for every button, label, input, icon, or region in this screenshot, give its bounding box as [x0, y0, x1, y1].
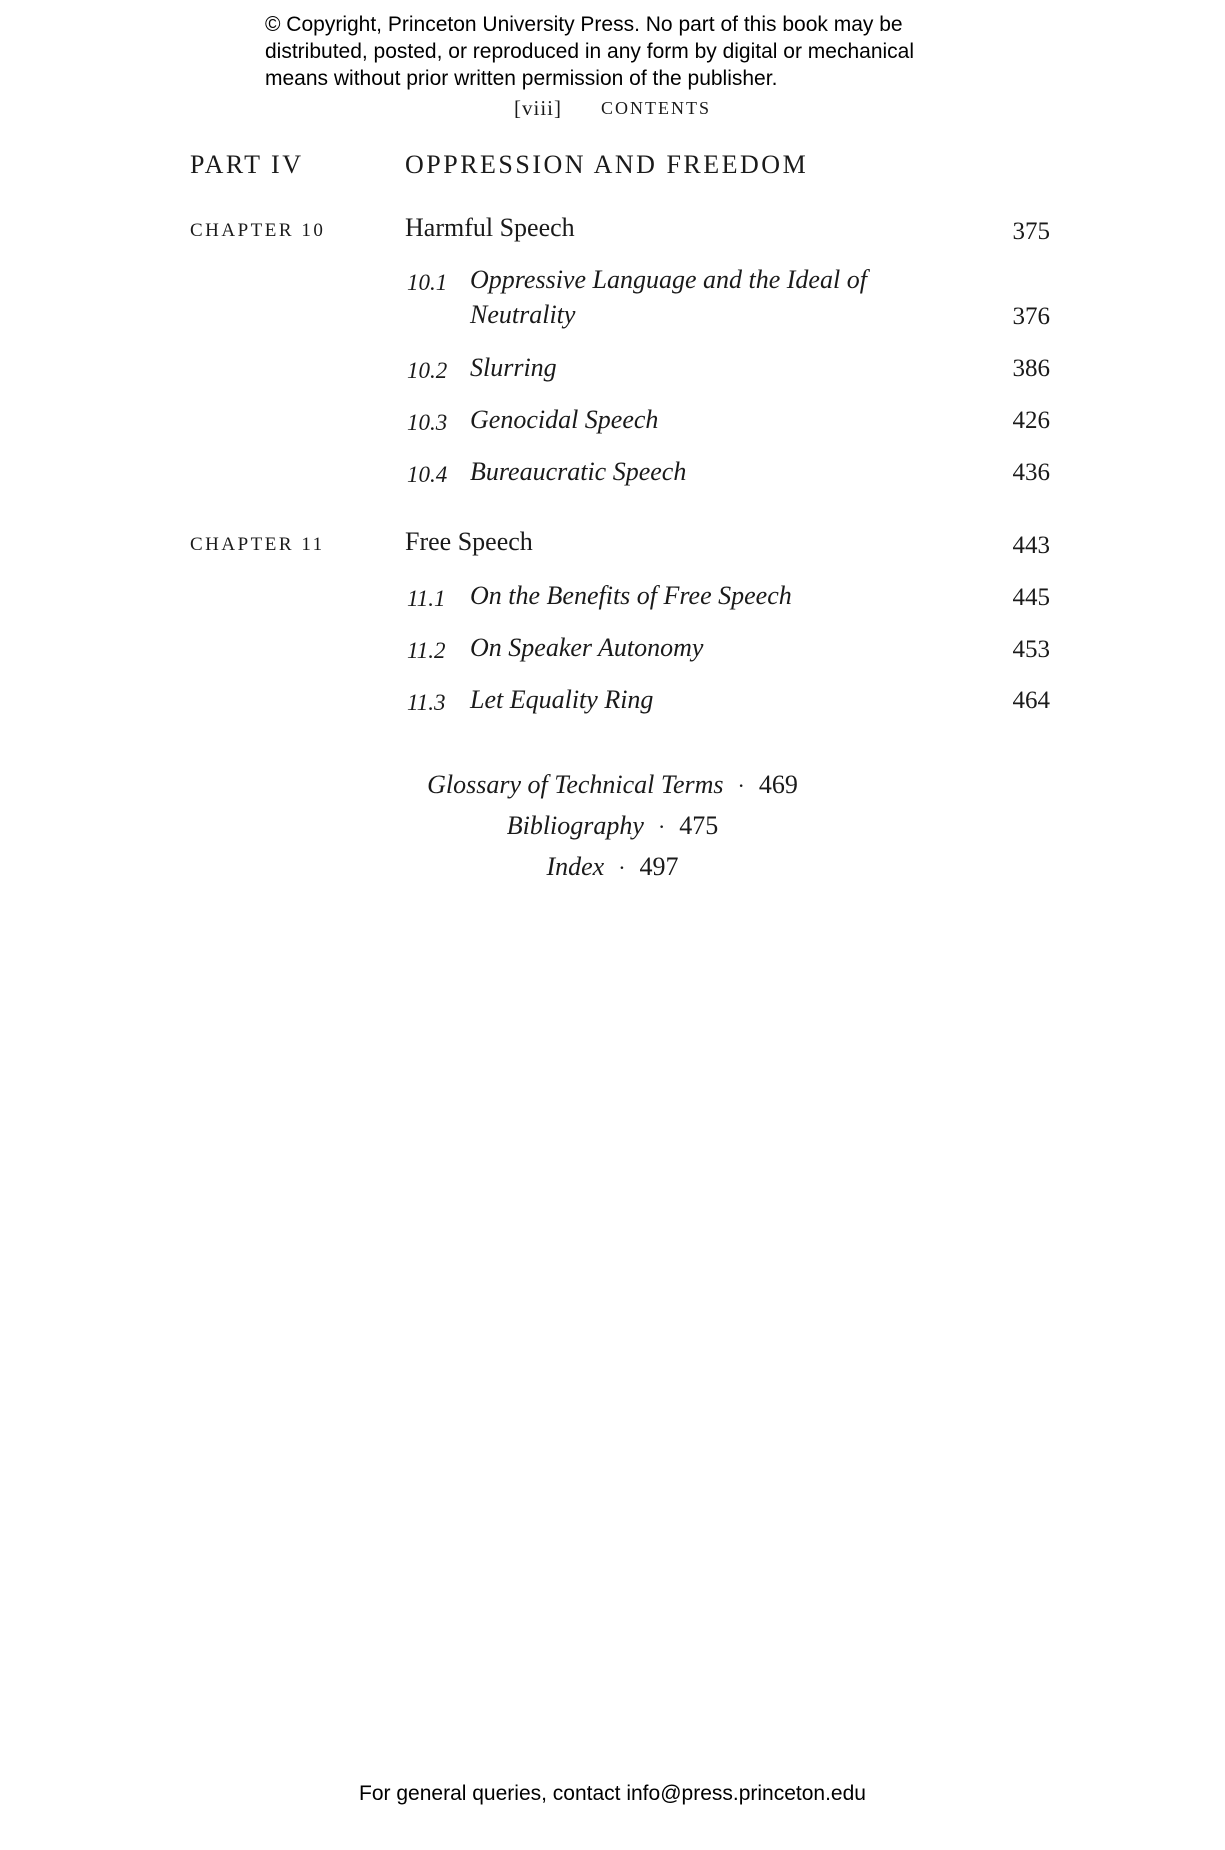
section-title: Let Equality Ring [470, 685, 654, 714]
section-title [470, 262, 867, 332]
section-number: 11.1 [407, 586, 446, 611]
chapter-page: 443 [1012, 532, 1050, 559]
copyright-line: distributed, posted, or reproduced in any form by digital or mechanical [265, 40, 915, 63]
part-title: OPPRESSION AND FREEDOM [405, 150, 809, 179]
section-number: 10.1 [407, 270, 448, 295]
section-number: 10.2 [407, 358, 448, 383]
section-number: 10.3 [407, 410, 448, 435]
section-number: 11.2 [407, 638, 446, 663]
back-matter-glossary [0, 770, 1225, 800]
section-page: 445 [1012, 584, 1050, 611]
back-matter-page: 497 [639, 852, 679, 881]
chapter-title: Harmful Speech [405, 213, 575, 242]
chapter-title: Free Speech [405, 527, 533, 556]
section-title: On Speaker Autonomy [470, 633, 704, 662]
section-number: 10.4 [407, 462, 448, 487]
section-page: 436 [1012, 459, 1050, 486]
section-page: 426 [1012, 407, 1050, 434]
separator-dot: · [737, 773, 745, 798]
footer-contact: For general queries, contact info@press.princeton.edu [359, 1782, 866, 1805]
copyright-line: means without prior written permission of the publisher. [265, 67, 778, 90]
copyright-notice [265, 11, 965, 92]
section-title-line: Oppressive Language and the Ideal of [470, 265, 867, 294]
back-matter-bibliography [0, 811, 1225, 841]
part-label: PART IV [190, 150, 304, 179]
back-matter-index [0, 852, 1225, 882]
chapter-page: 375 [1012, 218, 1050, 245]
section-title: Genocidal Speech [470, 405, 659, 434]
section-page: 376 [1012, 303, 1050, 330]
section-page: 386 [1012, 355, 1050, 382]
back-matter-title: Bibliography [506, 811, 644, 840]
chapter-label: CHAPTER 11 [190, 534, 325, 555]
chapter-label: CHAPTER 10 [190, 220, 326, 241]
running-head-label: CONTENTS [601, 98, 711, 118]
back-matter-page: 469 [758, 770, 798, 799]
copyright-line: © Copyright, Princeton University Press. No part of this book may be [265, 13, 903, 36]
section-title-line: Neutrality [470, 300, 576, 329]
section-title: Bureaucratic Speech [470, 457, 687, 486]
back-matter-title: Index [546, 852, 605, 881]
section-title: Slurring [470, 353, 557, 382]
section-page: 464 [1012, 687, 1050, 714]
section-page: 453 [1012, 636, 1050, 663]
page-number: [viii] [514, 96, 562, 120]
separator-dot: · [657, 814, 666, 839]
back-matter-page: 475 [679, 811, 719, 840]
section-title: On the Benefits of Free Speech [470, 581, 792, 610]
section-number: 11.3 [407, 690, 446, 715]
back-matter-title: Glossary of Technical Terms [427, 770, 724, 799]
separator-dot: · [618, 855, 626, 880]
